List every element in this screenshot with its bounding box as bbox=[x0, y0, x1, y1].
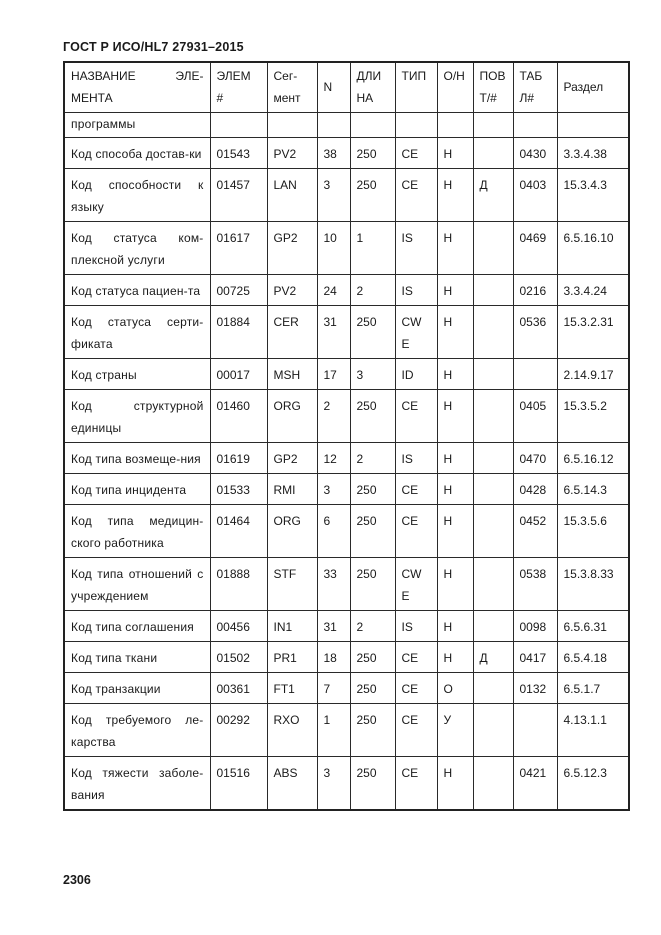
table-cell: 17 bbox=[317, 359, 350, 390]
table-cell: 3 bbox=[317, 757, 350, 811]
element-name-cell: Код статуса пациен-та bbox=[64, 275, 210, 306]
table-cell: 33 bbox=[317, 558, 350, 611]
table-cell: 10 bbox=[317, 222, 350, 275]
table-cell: Н bbox=[437, 757, 473, 811]
table-cell bbox=[473, 558, 513, 611]
table-cell: CW E bbox=[395, 306, 437, 359]
table-cell: GP2 bbox=[267, 222, 317, 275]
table-cell: 1 bbox=[350, 222, 395, 275]
table-cell: CER bbox=[267, 306, 317, 359]
column-header: Раздел bbox=[557, 62, 629, 113]
table-cell: 01533 bbox=[210, 474, 267, 505]
table-body bbox=[64, 113, 629, 811]
table-cell: 6 bbox=[317, 505, 350, 558]
element-name-cell: Код требуемого ле-карства bbox=[64, 704, 210, 757]
table-cell: 250 bbox=[350, 474, 395, 505]
table-cell: 2 bbox=[350, 443, 395, 474]
table-cell: 250 bbox=[350, 757, 395, 811]
table-cell: 0421 bbox=[513, 757, 557, 811]
table-cell: 250 bbox=[350, 673, 395, 704]
table-cell bbox=[473, 306, 513, 359]
element-name-cell: Код транзакции bbox=[64, 673, 210, 704]
table-cell: 3 bbox=[317, 474, 350, 505]
table-row bbox=[64, 275, 629, 306]
table-cell: 00725 bbox=[210, 275, 267, 306]
table-cell: Н bbox=[437, 359, 473, 390]
table-cell: GP2 bbox=[267, 443, 317, 474]
table-cell: 18 bbox=[317, 642, 350, 673]
table-cell: 0470 bbox=[513, 443, 557, 474]
table-cell: CE bbox=[395, 704, 437, 757]
table-cell bbox=[513, 359, 557, 390]
table-cell: 01460 bbox=[210, 390, 267, 443]
table-cell: Н bbox=[437, 169, 473, 222]
table-cell: 0403 bbox=[513, 169, 557, 222]
table-cell: 12 bbox=[317, 443, 350, 474]
table-cell bbox=[473, 275, 513, 306]
table-cell: 15.3.8.33 bbox=[557, 558, 629, 611]
table-row bbox=[64, 505, 629, 558]
element-name-cell: Код типа ткани bbox=[64, 642, 210, 673]
table-cell: CE bbox=[395, 505, 437, 558]
table-cell: 6.5.6.31 bbox=[557, 611, 629, 642]
table-cell bbox=[473, 113, 513, 138]
table-cell: 00292 bbox=[210, 704, 267, 757]
table-cell: 2.14.9.17 bbox=[557, 359, 629, 390]
table-cell: Н bbox=[437, 222, 473, 275]
table-cell: 6.5.12.3 bbox=[557, 757, 629, 811]
table-cell: IS bbox=[395, 611, 437, 642]
table-cell: 01884 bbox=[210, 306, 267, 359]
element-name-cell: Код типа возмеще-ния bbox=[64, 443, 210, 474]
table-cell: 2 bbox=[350, 611, 395, 642]
table-cell: 3.3.4.38 bbox=[557, 138, 629, 169]
table-cell: PV2 bbox=[267, 275, 317, 306]
table-cell: 01516 bbox=[210, 757, 267, 811]
document-header: ГОСТ Р ИСО/HL7 27931–2015 bbox=[63, 40, 244, 54]
table-cell: Д bbox=[473, 169, 513, 222]
table-cell: 0216 bbox=[513, 275, 557, 306]
column-header: ТИП bbox=[395, 62, 437, 113]
table-cell: 250 bbox=[350, 642, 395, 673]
table-cell: STF bbox=[267, 558, 317, 611]
table-cell: ORG bbox=[267, 390, 317, 443]
table-cell: FT1 bbox=[267, 673, 317, 704]
table-cell bbox=[473, 704, 513, 757]
table-cell: 3 bbox=[317, 169, 350, 222]
table-cell: 0536 bbox=[513, 306, 557, 359]
element-name-cell: Код типа медицин-ского работника bbox=[64, 505, 210, 558]
table-cell: 01617 bbox=[210, 222, 267, 275]
table-cell: 0132 bbox=[513, 673, 557, 704]
table-cell bbox=[473, 138, 513, 169]
table-cell bbox=[473, 673, 513, 704]
table-row bbox=[64, 443, 629, 474]
table-cell: IS bbox=[395, 443, 437, 474]
table-cell: 6.5.16.12 bbox=[557, 443, 629, 474]
column-header: N bbox=[317, 62, 350, 113]
table-row bbox=[64, 558, 629, 611]
table-cell: IS bbox=[395, 222, 437, 275]
table-cell: LAN bbox=[267, 169, 317, 222]
table-cell: IS bbox=[395, 275, 437, 306]
table-cell: 250 bbox=[350, 505, 395, 558]
table-cell: 6.5.16.10 bbox=[557, 222, 629, 275]
table-row bbox=[64, 390, 629, 443]
table-cell: IN1 bbox=[267, 611, 317, 642]
table-row bbox=[64, 359, 629, 390]
table-row bbox=[64, 138, 629, 169]
table-cell: MSH bbox=[267, 359, 317, 390]
column-header: Сег-мент bbox=[267, 62, 317, 113]
table-cell: 01888 bbox=[210, 558, 267, 611]
table-cell: 250 bbox=[350, 306, 395, 359]
table-cell: 01619 bbox=[210, 443, 267, 474]
table-cell: ORG bbox=[267, 505, 317, 558]
table-cell bbox=[513, 704, 557, 757]
table-cell: ID bbox=[395, 359, 437, 390]
table-cell: Н bbox=[437, 138, 473, 169]
table-cell: CE bbox=[395, 642, 437, 673]
table-cell: 31 bbox=[317, 611, 350, 642]
element-name-cell: программы bbox=[64, 113, 210, 138]
element-name-cell: Код страны bbox=[64, 359, 210, 390]
table-cell: CE bbox=[395, 390, 437, 443]
table-cell: 7 bbox=[317, 673, 350, 704]
table-cell: Н bbox=[437, 558, 473, 611]
table-cell: 15.3.2.31 bbox=[557, 306, 629, 359]
continuation-row bbox=[64, 113, 629, 138]
table-row bbox=[64, 474, 629, 505]
data-elements-table bbox=[63, 61, 630, 811]
table-cell: PR1 bbox=[267, 642, 317, 673]
table-cell: 3 bbox=[350, 359, 395, 390]
table-cell: 01464 bbox=[210, 505, 267, 558]
table-cell: CE bbox=[395, 673, 437, 704]
header-row bbox=[64, 62, 629, 113]
table-cell bbox=[395, 113, 437, 138]
table-cell bbox=[473, 443, 513, 474]
table-cell: У bbox=[437, 704, 473, 757]
table-row bbox=[64, 704, 629, 757]
table-cell: 0417 bbox=[513, 642, 557, 673]
table-cell: 0452 bbox=[513, 505, 557, 558]
column-header: ТАБ Л# bbox=[513, 62, 557, 113]
element-name-cell: Код тяжести заболе-вания bbox=[64, 757, 210, 811]
table-cell bbox=[437, 113, 473, 138]
table-cell: ABS bbox=[267, 757, 317, 811]
table-cell bbox=[350, 113, 395, 138]
element-name-cell: Код статуса ком-плексной услуги bbox=[64, 222, 210, 275]
table-cell: 2 bbox=[350, 275, 395, 306]
table-cell: 250 bbox=[350, 558, 395, 611]
column-header: О/Н bbox=[437, 62, 473, 113]
table-cell: 24 bbox=[317, 275, 350, 306]
table-cell: 01457 bbox=[210, 169, 267, 222]
column-header: НАЗВАНИЕ ЭЛЕ-МЕНТА bbox=[64, 62, 210, 113]
table-cell: 250 bbox=[350, 138, 395, 169]
table-cell: 15.3.4.3 bbox=[557, 169, 629, 222]
element-name-cell: Код статуса серти-фиката bbox=[64, 306, 210, 359]
table-cell: RMI bbox=[267, 474, 317, 505]
table-cell: 15.3.5.2 bbox=[557, 390, 629, 443]
table-cell: О bbox=[437, 673, 473, 704]
table-cell bbox=[557, 113, 629, 138]
table-cell: 0405 bbox=[513, 390, 557, 443]
table-cell: CW E bbox=[395, 558, 437, 611]
table-cell: 01502 bbox=[210, 642, 267, 673]
table-cell: Н bbox=[437, 306, 473, 359]
table-cell: 6.5.14.3 bbox=[557, 474, 629, 505]
table-cell: 6.5.1.7 bbox=[557, 673, 629, 704]
column-header: ПОВ Т/# bbox=[473, 62, 513, 113]
table-row bbox=[64, 642, 629, 673]
table-cell: 38 bbox=[317, 138, 350, 169]
page-number: 2306 bbox=[63, 873, 91, 887]
table-row bbox=[64, 673, 629, 704]
table-cell bbox=[473, 611, 513, 642]
table-cell: 6.5.4.18 bbox=[557, 642, 629, 673]
table-cell: 31 bbox=[317, 306, 350, 359]
column-header: ЭЛЕМ # bbox=[210, 62, 267, 113]
table-cell bbox=[317, 113, 350, 138]
table-cell: 01543 bbox=[210, 138, 267, 169]
table-cell: 0098 bbox=[513, 611, 557, 642]
table-cell: 3.3.4.24 bbox=[557, 275, 629, 306]
table-row bbox=[64, 306, 629, 359]
table-cell bbox=[473, 757, 513, 811]
table-cell: 2 bbox=[317, 390, 350, 443]
table-cell: Н bbox=[437, 474, 473, 505]
element-name-cell: Код типа отношений с учреждением bbox=[64, 558, 210, 611]
table-cell: 00456 bbox=[210, 611, 267, 642]
table-cell bbox=[473, 505, 513, 558]
table-cell: CE bbox=[395, 757, 437, 811]
table-cell: Н bbox=[437, 505, 473, 558]
table-cell: 00017 bbox=[210, 359, 267, 390]
table-row bbox=[64, 222, 629, 275]
table-cell: 1 bbox=[317, 704, 350, 757]
table-cell: Н bbox=[437, 275, 473, 306]
table-cell: Н bbox=[437, 611, 473, 642]
table-cell bbox=[473, 390, 513, 443]
table-cell: PV2 bbox=[267, 138, 317, 169]
table-row bbox=[64, 169, 629, 222]
table-cell: CE bbox=[395, 474, 437, 505]
table-cell: 0469 bbox=[513, 222, 557, 275]
table-cell: 0538 bbox=[513, 558, 557, 611]
table-cell: 4.13.1.1 bbox=[557, 704, 629, 757]
table-cell: Н bbox=[437, 390, 473, 443]
table-cell: Д bbox=[473, 642, 513, 673]
table-row bbox=[64, 757, 629, 811]
table-cell: 250 bbox=[350, 169, 395, 222]
element-name-cell: Код способности к языку bbox=[64, 169, 210, 222]
table-cell: CE bbox=[395, 169, 437, 222]
table-cell: 250 bbox=[350, 704, 395, 757]
table-row bbox=[64, 611, 629, 642]
table-cell: Н bbox=[437, 642, 473, 673]
table-cell: 250 bbox=[350, 390, 395, 443]
element-name-cell: Код типа инцидента bbox=[64, 474, 210, 505]
table-cell bbox=[513, 113, 557, 138]
table-cell: RXO bbox=[267, 704, 317, 757]
table-cell bbox=[473, 222, 513, 275]
table-cell: 0430 bbox=[513, 138, 557, 169]
table-cell bbox=[210, 113, 267, 138]
element-name-cell: Код типа соглашения bbox=[64, 611, 210, 642]
table-cell bbox=[473, 474, 513, 505]
table-cell: 0428 bbox=[513, 474, 557, 505]
table-cell: 15.3.5.6 bbox=[557, 505, 629, 558]
column-header: ДЛИ НА bbox=[350, 62, 395, 113]
table-cell: Н bbox=[437, 443, 473, 474]
element-name-cell: Код структурной единицы bbox=[64, 390, 210, 443]
table-cell: 00361 bbox=[210, 673, 267, 704]
table-cell: CE bbox=[395, 138, 437, 169]
table-cell bbox=[473, 359, 513, 390]
element-name-cell: Код способа достав-ки bbox=[64, 138, 210, 169]
table-cell bbox=[267, 113, 317, 138]
